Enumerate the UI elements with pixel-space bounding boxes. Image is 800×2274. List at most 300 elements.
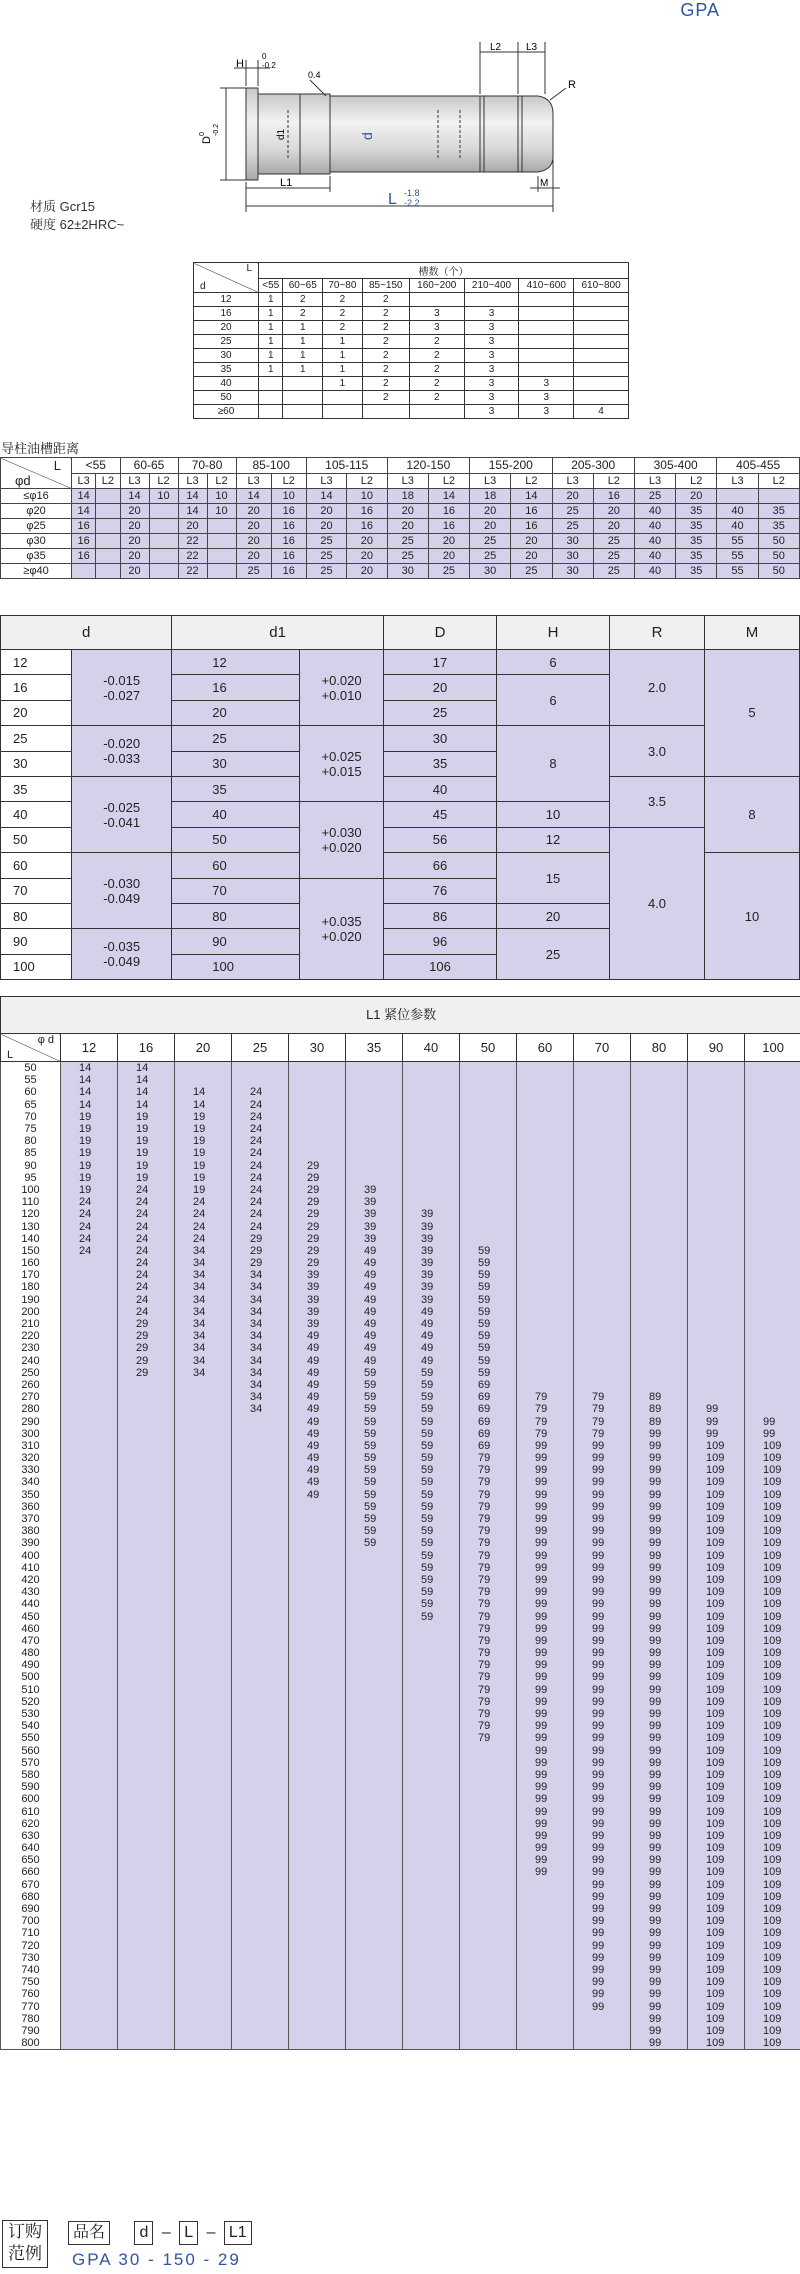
row-header: 370	[1, 1513, 61, 1525]
table-cell	[745, 1391, 800, 1403]
table-cell: 24	[232, 1086, 289, 1098]
table-cell	[403, 1964, 460, 1976]
table-cell	[118, 1879, 175, 1891]
table-cell: 59	[403, 1562, 460, 1574]
table-cell	[574, 1379, 631, 1391]
table-cell: 3	[519, 391, 574, 405]
table-cell: 35	[676, 504, 717, 519]
table-row	[1, 1623, 800, 1635]
table-cell	[175, 1745, 232, 1757]
table-cell: 20	[428, 549, 469, 564]
big-d-value: 56	[384, 827, 497, 852]
table-cell: 14	[61, 1074, 118, 1086]
table-cell	[688, 1123, 745, 1135]
table-cell: 50	[758, 534, 799, 549]
table-row	[1, 1866, 800, 1878]
table-header-row	[1, 458, 800, 474]
table-cell: 39	[289, 1294, 346, 1306]
table-cell	[688, 1306, 745, 1318]
table-cell: 79	[460, 1623, 517, 1635]
table-cell: 2	[409, 363, 464, 377]
table-cell: 29	[232, 1257, 289, 1269]
table-cell	[118, 2013, 175, 2025]
table-cell: 99	[631, 1915, 688, 1927]
table-cell: 99	[574, 1562, 631, 1574]
table-cell	[517, 1879, 574, 1891]
row-header: 290	[1, 1415, 61, 1427]
table-cell: 1	[283, 349, 323, 363]
table-row	[1, 1720, 800, 1732]
table-cell	[460, 1952, 517, 1964]
table-cell	[175, 1659, 232, 1671]
table-cell: 109	[745, 2013, 800, 2025]
table-cell: 109	[745, 1854, 800, 1866]
table-cell: 99	[517, 1537, 574, 1549]
table-cell	[346, 1879, 403, 1891]
table-cell	[289, 1988, 346, 2000]
table-cell: 99	[517, 1464, 574, 1476]
table-cell: 109	[745, 1452, 800, 1464]
table-cell	[403, 2025, 460, 2037]
table-cell: 24	[61, 1245, 118, 1257]
table-cell	[289, 1586, 346, 1598]
table-cell	[61, 1294, 118, 1306]
table-cell: 99	[631, 1659, 688, 1671]
table-row	[1, 1793, 800, 1805]
table-cell: 24	[118, 1245, 175, 1257]
table-cell	[232, 1562, 289, 1574]
order-dash: –	[161, 2224, 171, 2241]
table-cell	[517, 1086, 574, 1098]
table-row	[1, 1440, 800, 1452]
table-cell	[403, 1111, 460, 1123]
table-cell: 19	[175, 1184, 232, 1196]
d-value: 30	[1, 751, 72, 776]
table-cell: 49	[289, 1367, 346, 1379]
table-cell: 99	[517, 1781, 574, 1793]
table-cell	[517, 1123, 574, 1135]
table-cell	[517, 1940, 574, 1952]
table-cell: 49	[346, 1281, 403, 1293]
table-cell: 109	[688, 1940, 745, 1952]
range-header: 85-100	[236, 458, 306, 474]
table-cell: 99	[574, 1708, 631, 1720]
table-cell: 99	[631, 1696, 688, 1708]
table-cell: 59	[346, 1428, 403, 1440]
table-cell: 109	[688, 1489, 745, 1501]
d-value: 80	[1, 903, 72, 928]
table-cell	[289, 1537, 346, 1549]
range-header: 205-300	[552, 458, 634, 474]
table-cell	[745, 1172, 800, 1184]
table-cell	[118, 1635, 175, 1647]
table-cell	[118, 1598, 175, 1610]
table-cell: 109	[688, 1732, 745, 1744]
table-cell: 59	[346, 1501, 403, 1513]
table-cell: 109	[745, 1562, 800, 1574]
d1-tolerance	[300, 878, 384, 980]
table-cell	[175, 1671, 232, 1683]
table-cell: 16	[347, 519, 387, 534]
table-cell	[175, 1720, 232, 1732]
table-cell	[289, 2000, 346, 2012]
table-cell: 59	[403, 1379, 460, 1391]
table-cell	[460, 1135, 517, 1147]
table-cell: 16	[72, 549, 96, 564]
row-header: 35	[194, 363, 259, 377]
table-cell	[574, 1184, 631, 1196]
table-cell	[631, 1074, 688, 1086]
table-cell	[631, 1245, 688, 1257]
table-cell: 1	[259, 293, 283, 307]
table-cell: 79	[517, 1403, 574, 1415]
table-cell: 109	[745, 1635, 800, 1647]
table-cell	[175, 2025, 232, 2037]
table-cell	[745, 1135, 800, 1147]
table-cell	[61, 1769, 118, 1781]
table-cell	[517, 2000, 574, 2012]
table-cell	[460, 2037, 517, 2050]
sub-header: L2	[149, 473, 178, 489]
row-header: 620	[1, 1818, 61, 1830]
table-cell: 59	[346, 1391, 403, 1403]
table-cell: 39	[289, 1318, 346, 1330]
table-cell: 59	[346, 1403, 403, 1415]
row-header: ≥60	[194, 405, 259, 419]
table-cell	[460, 1940, 517, 1952]
table-cell: 99	[517, 1671, 574, 1683]
table-row	[1, 1781, 800, 1793]
sub-header: L2	[593, 473, 634, 489]
table-cell: 29	[118, 1318, 175, 1330]
table-cell: 109	[745, 1659, 800, 1671]
table-cell	[346, 1805, 403, 1817]
table-cell	[259, 405, 283, 419]
table-cell	[574, 1111, 631, 1123]
table-cell	[403, 2000, 460, 2012]
table-cell: 59	[460, 1342, 517, 1354]
table-cell	[574, 1367, 631, 1379]
table-cell	[118, 1610, 175, 1622]
row-header: 85	[1, 1147, 61, 1159]
table-cell: 2	[409, 377, 464, 391]
table-cell	[460, 1903, 517, 1915]
table-row	[1, 1842, 800, 1854]
table-row	[1, 564, 800, 579]
table-cell: 79	[460, 1562, 517, 1574]
table-row	[1, 1135, 800, 1147]
table-cell	[574, 1196, 631, 1208]
table-cell: 34	[175, 1330, 232, 1342]
table-cell: 24	[232, 1160, 289, 1172]
table-cell: 99	[574, 1586, 631, 1598]
table-row	[194, 307, 629, 321]
table-cell: 99	[631, 1525, 688, 1537]
column-header: 100	[745, 1034, 800, 1062]
table-cell	[118, 1769, 175, 1781]
big-d-value: 20	[384, 675, 497, 700]
table-cell	[61, 1269, 118, 1281]
table-cell	[175, 1598, 232, 1610]
table-cell: 34	[175, 1367, 232, 1379]
table-cell: 25	[428, 564, 469, 579]
table-cell: 24	[232, 1099, 289, 1111]
table-cell: 10	[347, 489, 387, 504]
table-cell	[758, 489, 799, 504]
table-cell	[61, 1281, 118, 1293]
table-cell: 20	[511, 549, 552, 564]
table-cell: 89	[631, 1391, 688, 1403]
table-cell: 99	[631, 1866, 688, 1878]
table-cell: 109	[745, 1866, 800, 1878]
table-cell: 99	[574, 1489, 631, 1501]
row-header: 670	[1, 1879, 61, 1891]
table-cell: 35	[676, 519, 717, 534]
table-cell	[745, 1184, 800, 1196]
table-row	[1, 1208, 800, 1220]
table-cell: 20	[236, 549, 271, 564]
table-cell: 50	[758, 549, 799, 564]
table-cell	[175, 2037, 232, 2050]
order-d-box: d	[134, 2221, 153, 2245]
table-corner	[194, 263, 259, 293]
table-cell: 99	[574, 1623, 631, 1635]
range-header: <55	[72, 458, 121, 474]
table-cell	[61, 1574, 118, 1586]
table-cell: 25	[387, 534, 428, 549]
row-header: 90	[1, 1160, 61, 1172]
table-cell: 40	[634, 564, 675, 579]
table-cell: 99	[574, 1793, 631, 1805]
table-cell: 34	[232, 1294, 289, 1306]
table-row	[1, 1574, 800, 1586]
table-cell: 109	[745, 1623, 800, 1635]
table-cell	[631, 1269, 688, 1281]
table-cell	[745, 1160, 800, 1172]
table-cell: 99	[517, 1562, 574, 1574]
table-cell	[61, 1745, 118, 1757]
table-cell	[61, 1464, 118, 1476]
table-cell	[403, 1160, 460, 1172]
table-cell: 109	[688, 1476, 745, 1488]
table-cell: 99	[631, 1623, 688, 1635]
table-cell	[289, 1891, 346, 1903]
table-cell	[175, 1879, 232, 1891]
table-cell: 109	[745, 1745, 800, 1757]
table-cell	[232, 1793, 289, 1805]
table-cell	[346, 1623, 403, 1635]
table-cell: 24	[175, 1220, 232, 1232]
table-cell	[61, 1696, 118, 1708]
table-cell	[289, 1793, 346, 1805]
table-cell	[631, 1196, 688, 1208]
table-cell: 24	[118, 1294, 175, 1306]
table-cell: 99	[517, 1684, 574, 1696]
table-cell: 109	[745, 1489, 800, 1501]
table-cell	[175, 2013, 232, 2025]
table-cell	[517, 1111, 574, 1123]
table-cell	[289, 1550, 346, 1562]
table-cell	[574, 2013, 631, 2025]
table-cell: 79	[574, 1391, 631, 1403]
table-cell	[118, 2037, 175, 2050]
table-row	[1, 1294, 800, 1306]
table-cell	[118, 1525, 175, 1537]
table-cell: 79	[460, 1732, 517, 1744]
table-cell	[207, 534, 236, 549]
table-cell: 2	[362, 307, 409, 321]
table-cell	[517, 1257, 574, 1269]
table-cell	[232, 1574, 289, 1586]
tol-top: +0.035	[321, 913, 362, 929]
table-row	[1, 2037, 800, 2050]
table-cell	[283, 405, 323, 419]
table-cell	[517, 1367, 574, 1379]
table-cell: 20	[593, 504, 634, 519]
table-cell	[403, 2037, 460, 2050]
table-cell: 39	[403, 1294, 460, 1306]
table-cell	[688, 1269, 745, 1281]
d-value: 50	[1, 827, 72, 852]
table-row	[194, 405, 629, 419]
table-cell: 34	[175, 1257, 232, 1269]
table-cell	[61, 1842, 118, 1854]
row-header: 65	[1, 1099, 61, 1111]
table-cell: 109	[745, 1720, 800, 1732]
table-cell	[175, 1793, 232, 1805]
order-label-line2: 范例	[8, 2244, 42, 2263]
table-cell	[403, 1879, 460, 1891]
table-cell	[460, 2025, 517, 2037]
table-cell	[631, 1342, 688, 1354]
table-cell	[118, 1866, 175, 1878]
table-cell: 99	[574, 1818, 631, 1830]
table-cell: 2	[362, 321, 409, 335]
table-cell: 2	[323, 321, 363, 335]
tol-bot: -0.049	[103, 954, 141, 970]
table-cell	[175, 1842, 232, 1854]
table-cell: 109	[688, 1623, 745, 1635]
table-cell	[61, 1891, 118, 1903]
table-cell	[61, 1818, 118, 1830]
table-cell	[688, 1062, 745, 1075]
table-cell	[517, 1318, 574, 1330]
table-cell: 59	[346, 1440, 403, 1452]
table-cell	[118, 1428, 175, 1440]
table-cell: 25	[511, 564, 552, 579]
table-cell: 14	[61, 1099, 118, 1111]
table-cell	[745, 1074, 800, 1086]
d-tolerance	[72, 853, 172, 929]
table-cell: 40	[717, 519, 758, 534]
table-cell	[745, 1196, 800, 1208]
table-cell	[745, 1111, 800, 1123]
table-cell	[403, 1757, 460, 1769]
table-cell: 24	[232, 1220, 289, 1232]
range-header: 105-115	[306, 458, 387, 474]
table-cell: 2	[362, 335, 409, 349]
table-cell	[460, 1086, 517, 1098]
table-cell: 19	[118, 1111, 175, 1123]
table-cell	[346, 1781, 403, 1793]
table-cell: 2	[362, 293, 409, 307]
table-cell	[232, 1842, 289, 1854]
table-cell: 19	[175, 1160, 232, 1172]
table-cell: 59	[346, 1525, 403, 1537]
table-cell	[118, 1988, 175, 2000]
row-header: 180	[1, 1281, 61, 1293]
tol-top: +0.020	[321, 672, 362, 688]
table-cell	[289, 1123, 346, 1135]
table-cell: 29	[289, 1160, 346, 1172]
table-cell: 29	[232, 1233, 289, 1245]
table-cell: 99	[745, 1415, 800, 1427]
table-cell	[346, 1866, 403, 1878]
table-cell: 34	[175, 1269, 232, 1281]
d1-value: 90	[172, 929, 300, 954]
row-header: 490	[1, 1659, 61, 1671]
tol-bot: +0.015	[321, 763, 362, 779]
table-cell	[289, 1623, 346, 1635]
table-row	[1, 1172, 800, 1184]
table-cell	[61, 1525, 118, 1537]
table-cell: 19	[118, 1160, 175, 1172]
table-cell: 79	[460, 1635, 517, 1647]
table-cell: 109	[688, 1805, 745, 1817]
table-cell: 19	[118, 1147, 175, 1159]
table-cell: 109	[745, 1793, 800, 1805]
m-value: 10	[705, 853, 800, 980]
d-value: 70	[1, 878, 72, 903]
row-header: 280	[1, 1403, 61, 1415]
table-cell	[403, 1830, 460, 1842]
table-cell	[118, 1647, 175, 1659]
table-cell	[61, 1793, 118, 1805]
table-cell	[118, 1708, 175, 1720]
table-cell: 1	[283, 363, 323, 377]
tol-top: -0.030	[103, 875, 141, 891]
d1-tolerance	[300, 726, 384, 802]
table-cell: 109	[688, 1659, 745, 1671]
table-cell	[460, 1172, 517, 1184]
table-cell	[61, 1257, 118, 1269]
table-cell	[745, 1318, 800, 1330]
table-row	[1, 1099, 800, 1111]
row-header: 750	[1, 1976, 61, 1988]
table-cell: 59	[460, 1245, 517, 1257]
row-header: 300	[1, 1428, 61, 1440]
table-cell: 79	[517, 1391, 574, 1403]
table-cell	[289, 1099, 346, 1111]
table-cell	[460, 1818, 517, 1830]
table-cell	[517, 1172, 574, 1184]
table-cell	[118, 1550, 175, 1562]
table-cell: 99	[574, 1635, 631, 1647]
d1-value: 30	[172, 751, 300, 776]
table-cell: 34	[232, 1330, 289, 1342]
table-header-row	[1, 1034, 800, 1062]
h-value: 12	[497, 827, 610, 852]
table-cell	[460, 1220, 517, 1232]
table-row	[1, 1269, 800, 1281]
table-cell: 89	[631, 1403, 688, 1415]
table-cell	[232, 1903, 289, 1915]
table-cell	[61, 1403, 118, 1415]
table-cell: 99	[631, 1952, 688, 1964]
table-cell: 79	[460, 1684, 517, 1696]
table-cell: 79	[517, 1428, 574, 1440]
table-cell	[688, 1342, 745, 1354]
